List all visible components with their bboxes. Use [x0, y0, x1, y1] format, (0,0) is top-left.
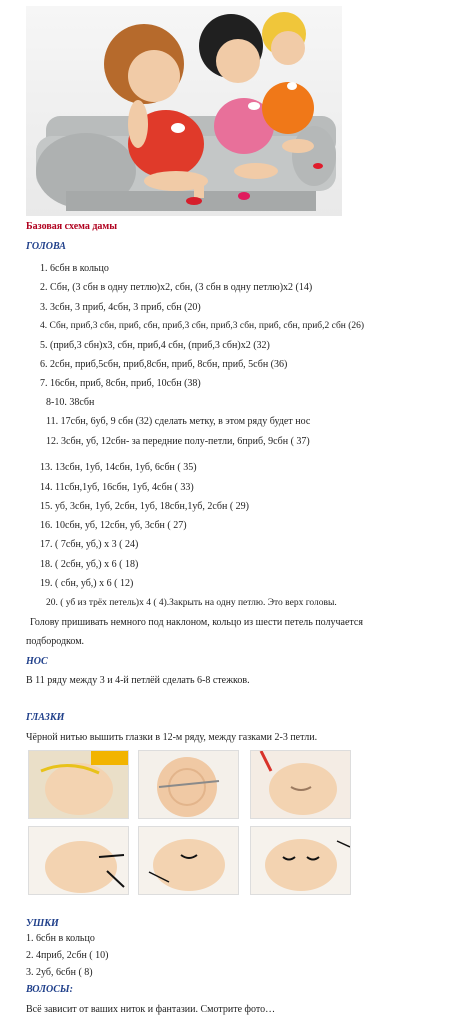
head-row: 3. 3сбн, 3 приб, 4сбн, 3 приб, сбн (20): [40, 302, 201, 313]
head-row: 17. ( 7сбн, уб,) х 3 ( 24): [40, 539, 139, 550]
head-row: 19. ( сбн, уб,) х 6 ( 12): [40, 578, 134, 589]
head-row: 8-10. 38сбн: [46, 397, 95, 408]
dolls-photo: [26, 6, 342, 216]
hair-text: Всё зависит от ваших ниток и фантазии. Смотрите фото…: [26, 1004, 276, 1015]
dolls-illustration: [26, 6, 342, 216]
head-row: 1. 6сбн в кольцо: [40, 263, 109, 274]
head-row: 20. ( уб из трёх петель)х 4 ( 4).Закрыть на одну петлю. Это верх головы.: [46, 598, 337, 608]
eyes-step-1-image: [29, 751, 128, 818]
head-row: 11. 17сбн, 6уб, 9 сбн (32) сделать метку, в этом ряду будет нос: [46, 416, 311, 427]
head-row: 18. ( 2сбн, уб,) х 6 ( 18): [40, 559, 139, 570]
eyes-text: Чёрной нитью вышить глазки в 12-м ряду, между газками 2-3 петли.: [26, 732, 318, 743]
head-row: 2. Сбн, (3 сбн в одну петлю)х2, сбн, (3 сбн в одну петлю)х2 (14): [40, 282, 313, 293]
pattern-title: Базовая схема дамы: [26, 221, 118, 232]
ears-row: 3. 2уб, 6сбн ( 8): [26, 967, 93, 978]
eyes-photo-1: [28, 750, 129, 819]
head-row: 7. 16сбн, приб, 8сбн, приб, 10сбн (38): [40, 378, 201, 389]
head-row: 4. Сбн, приб,3 сбн, приб, сбн, приб,3 сбн, приб,3 сбн, приб, сбн, приб,2 сбн (26): [40, 321, 365, 331]
head-row: 15. уб, 3сбн, 1уб, 2сбн, 1уб, 18сбн,1уб, 2сбн ( 29): [40, 501, 249, 512]
head-note: подбородком.: [26, 636, 85, 647]
head-row: 16. 10сбн, уб, 12сбн, уб, 3сбн ( 27): [40, 520, 187, 531]
head-row: 12. 3сбн, уб, 12сбн- за передние полу-петли, 6приб, 9сбн ( 37): [46, 436, 310, 447]
section-heading-nose: НОС: [26, 656, 48, 667]
head-note: Голову пришивать немного под наклоном, кольцо из шести петель получается: [30, 617, 363, 628]
head-row: 13. 13сбн, 1уб, 14сбн, 1уб, 6сбн ( 35): [40, 462, 197, 473]
head-row: 6. 2сбн, приб,5сбн, приб,8сбн, приб, 8сбн, приб, 5сбн (36): [40, 359, 288, 370]
eyes-photo-4: [28, 826, 129, 895]
eyes-step-5-image: [139, 827, 238, 894]
eyes-photo-3: [250, 750, 351, 819]
eyes-photo-6: [250, 826, 351, 895]
ears-row: 1. 6сбн в кольцо: [26, 933, 95, 944]
ears-row: 2. 4приб, 2сбн ( 10): [26, 950, 109, 961]
head-row: 5. (приб,3 сбн)х3, сбн, приб,4 сбн, (приб,3 сбн)х2 (32): [40, 340, 270, 351]
section-heading-ears: УШКИ: [26, 918, 59, 929]
section-heading-hair: ВОЛОСЫ:: [26, 984, 73, 995]
section-heading-eyes: ГЛАЗКИ: [26, 712, 65, 723]
eyes-step-6-image: [251, 827, 350, 894]
nose-text: В 11 ряду между 3 и 4-й петлёй сделать 6-8 стежков.: [26, 675, 250, 686]
eyes-step-4-image: [29, 827, 128, 894]
eyes-photo-2: [138, 750, 239, 819]
eyes-step-2-image: [139, 751, 238, 818]
eyes-step-3-image: [251, 751, 350, 818]
section-heading-head: ГОЛОВА: [26, 241, 66, 252]
eyes-photo-5: [138, 826, 239, 895]
head-row: 14. 11сбн,1уб, 16сбн, 1уб, 4сбн ( 33): [40, 482, 194, 493]
